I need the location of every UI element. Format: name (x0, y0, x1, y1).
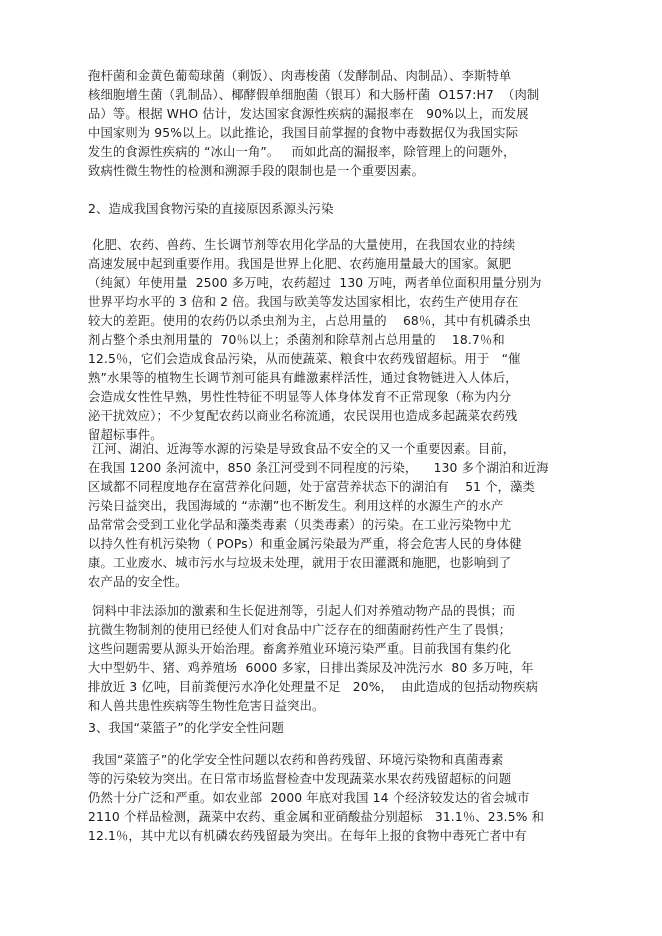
text-line: 高速发展中起到重要作用。我国是世界上化肥、农药施用量最大的国家。氮肥 (88, 257, 512, 271)
text-line: 世界平均水平的 3 倍和 2 倍。我国与欧美等发达国家相比，农药生产使用存在 (88, 295, 519, 309)
text-line: 仍然十分广泛和严重。如农业部 2000 年底对我国 14 个经济较发达的省会城市 (88, 791, 530, 805)
text-line: 以持久性有机污染物（ POPs）和重金属污染最为严重，将会危害人民的身体健 (88, 537, 522, 551)
text-line: 和人兽共患性疾病等生物性危害日益突出。 (88, 699, 325, 713)
paragraph-feed-additives (88, 602, 588, 716)
text-line: 孢杆菌和金黄色葡萄球菌（剩饭）、肉毒梭菌（发酵制品、肉制品）、李斯特单 (88, 69, 512, 83)
text-line: 品）等。根据 WHO 估计，发达国家食源性疾病的漏报率在 90%以上，而发展 (88, 107, 529, 121)
text-line: 剂占整个杀虫剂用量的 70％以上；杀菌剂和除草剂占总用量的 18.7％和 (88, 333, 505, 347)
text-line: 等的污染较为突出。在日常市场监督检查中发现蔬菜水果农药残留超标的问题 (88, 772, 512, 786)
text-line: 中国家则为 95%以上。以此推论，我国目前掌握的食物中毒数据仅为我国实际 (88, 126, 519, 140)
text-line: 12.1％，其中尤以有机磷农药残留最为突出。在每年上报的食物中毒死亡者中有 (88, 829, 527, 843)
text-line: 发生的食源性疾病的 “冰山一角”。 而如此高的漏报率，除管理上的问题外， (88, 145, 516, 159)
text-line: 在我国 1200 条河流中，850 条江河受到不同程度的污染， 130 多个湖泊和近海 (88, 461, 549, 475)
text-line: 核细胞增生菌（乳制品）、椰酵假单细胞菌（银耳）和大肠杆菌 O157:H7 （肉制 (88, 88, 540, 102)
text-line: 饲料中非法添加的激素和生长促进剂等，引起人们对养殖动物产品的畏惧；而 (88, 604, 516, 618)
text-line: 品常常会受到工业化学品和藻类毒素（贝类毒素）的污染。在工业污染物中尤 (88, 518, 512, 532)
text-line: 致病性微生物性的检测和溯源手段的限制也是一个重要因素。 (88, 164, 425, 178)
section-heading-2: 2、造成我国食物污染的直接原因系源头污染 (88, 201, 334, 216)
text-line: 抗微生物制剂的使用已经使人们对食品中广泛存在的细菌耐药性产生了畏惧； (88, 623, 512, 637)
text-line: 排放近 3 亿吨，目前粪便污水净化处理量不足 20%， 由此造成的包括动物疾病 (88, 680, 539, 694)
text-line: 大中型奶牛、猪、鸡养殖场 6000 多家，日排出粪尿及冲洗污水 80 多万吨，年 (88, 661, 534, 675)
text-line: 区域都不同程度地存在富营养化问题，处于富营养状态下的湖泊有 51 个，藻类 (88, 480, 535, 494)
paragraph-vegetable-basket (88, 751, 588, 846)
paragraph-agrochemicals (88, 236, 588, 445)
section-heading-3: 3、我国“菜篮子”的化学安全性问题 (88, 720, 284, 735)
text-line: 污染日益突出，我国海域的 “赤潮”也不断发生。利用这样的水源生产的水产 (88, 499, 504, 513)
text-line: 留超标事件。 (88, 428, 163, 442)
text-line: （纯氮）年使用量 2500 多万吨，农药超过 130 万吨，两者单位面积用量分别为 (88, 276, 542, 290)
text-line: 这些问题需要从源头开始治理。畜禽养殖业环境污染严重。目前我国有集约化 (88, 642, 512, 656)
text-line: 农产品的安全性。 (88, 575, 188, 589)
paragraph-foodborne-pathogens (88, 67, 588, 181)
text-line: 较大的差距。使用的农药仍以杀虫剂为主，占总用量的 68％，其中有机磷杀虫 (88, 314, 531, 328)
text-line: 康。工业废水、城市污水与垃圾未处理，就用于农田灌溉和施肥，也影响到了 (88, 556, 512, 570)
text-line: 2110 个样品检测，蔬菜中农药、重金属和亚硝酸盐分别超标 31.1％、23.5% 和 (88, 810, 545, 824)
paragraph-water-pollution (88, 440, 588, 592)
text-line: 江河、湖泊、近海等水源的污染是导致食品不安全的又一个重要因素。目前， (88, 442, 516, 456)
text-line: 我国“菜篮子”的化学安全性问题以农药和兽药残留、环境污染物和真菌毒素 (88, 753, 504, 767)
text-line: 泌干扰效应）；不少复配农药以商业名称流通，农民误用也造成多起蔬菜农药残 (88, 409, 518, 423)
text-line: 会造成女性性早熟，男性性特征不明显等人体身体发育不正常现象（称为内分 (88, 390, 512, 404)
text-line: 化肥、农药、兽药、生长调节剂等农用化学品的大量使用，在我国农业的持续 (88, 238, 516, 252)
text-line: 12.5％，它们会造成食品污染，从而使蔬菜、粮食中农药残留超标。用于 “催 (88, 352, 521, 366)
text-line: 熟”水果等的植物生长调节剂可能具有雌激素样活性，通过食物链进入人体后， (88, 371, 518, 385)
